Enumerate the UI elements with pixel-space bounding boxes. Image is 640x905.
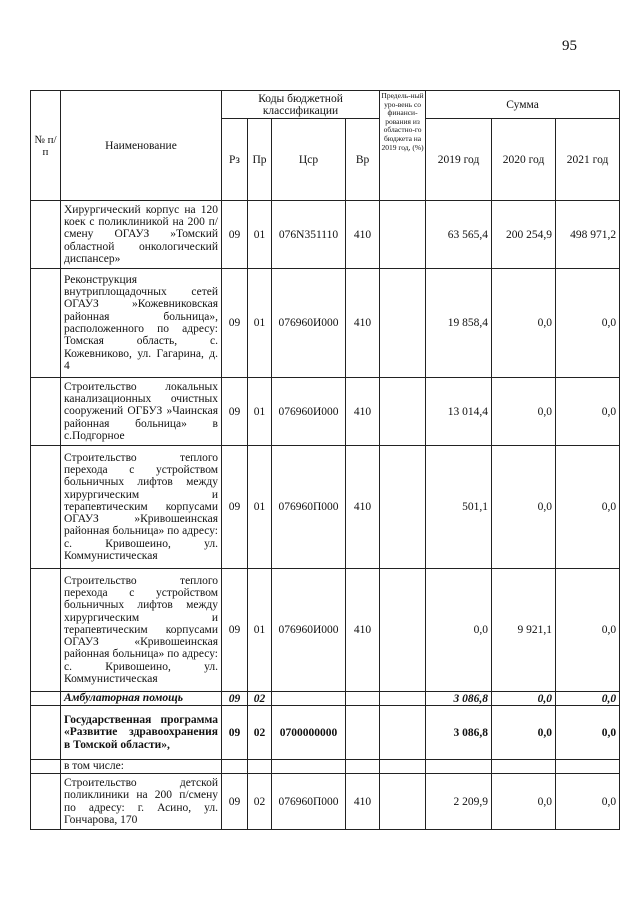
row-2021: 0,0: [556, 774, 620, 830]
row-2019: 63 565,4: [426, 201, 492, 269]
row-pr: 02: [248, 706, 272, 760]
row-2020: [492, 760, 556, 774]
table-row: [31, 760, 620, 774]
row-number: [31, 446, 61, 569]
page-number: 95: [562, 38, 577, 54]
budget-table: [30, 90, 620, 830]
row-number: [31, 774, 61, 830]
row-2020: 0,0: [492, 378, 556, 446]
header-sum: Сумма: [426, 91, 620, 119]
row-limit: [380, 446, 426, 569]
row-vr: 410: [346, 446, 380, 569]
header-2020: 2020 год: [492, 119, 556, 201]
row-2020: 0,0: [492, 774, 556, 830]
row-2021: 0,0: [556, 269, 620, 378]
row-2020: 0,0: [492, 446, 556, 569]
row-2019: 19 858,4: [426, 269, 492, 378]
row-vr: 410: [346, 569, 380, 692]
row-limit: [380, 706, 426, 760]
header-name: Наименование: [61, 91, 222, 201]
header-csr: Цср: [272, 119, 346, 201]
row-limit: [380, 269, 426, 378]
row-2021: 0,0: [556, 378, 620, 446]
row-limit: [380, 760, 426, 774]
header-2019: 2019 год: [426, 119, 492, 201]
row-csr: 076960И000: [272, 569, 346, 692]
row-2020: 200 254,9: [492, 201, 556, 269]
row-2020: 9 921,1: [492, 569, 556, 692]
row-vr: [346, 692, 380, 706]
row-pr: 01: [248, 378, 272, 446]
row-2020: 0,0: [492, 692, 556, 706]
header-limit-percent: Предель-ный уро-вень со финанси-рования из областно-го бюджета на 2019 год, (%): [380, 91, 426, 201]
row-vr: 410: [346, 269, 380, 378]
table-row: [31, 706, 620, 760]
row-name: в том числе:: [61, 760, 222, 774]
row-pr: [248, 760, 272, 774]
table-row: [31, 269, 620, 378]
row-2021: 0,0: [556, 569, 620, 692]
row-limit: [380, 201, 426, 269]
table-row: [31, 569, 620, 692]
row-pr: 02: [248, 692, 272, 706]
row-number: [31, 760, 61, 774]
row-pr: 01: [248, 446, 272, 569]
row-2019: 501,1: [426, 446, 492, 569]
row-pr: 01: [248, 569, 272, 692]
row-csr: 076960П000: [272, 774, 346, 830]
row-rz: 09: [222, 201, 248, 269]
row-limit: [380, 569, 426, 692]
row-csr: 076960П000: [272, 446, 346, 569]
row-name: Строительство локальных канализационных очистных сооружений ОГБУЗ »Чаинская районная больница» в с.Подгорное: [61, 378, 222, 446]
row-limit: [380, 378, 426, 446]
row-vr: 410: [346, 774, 380, 830]
row-rz: 09: [222, 446, 248, 569]
row-name: Строительство теплого перехода с устройством больничных лифтов между хирургическим и терапевтическим корпусами ОГАУЗ «Кривошеинская районная больница» по адресу: с. Кривошеино, ул. Коммунистическая: [61, 569, 222, 692]
row-rz: 09: [222, 692, 248, 706]
row-rz: [222, 760, 248, 774]
row-csr: 076960И000: [272, 269, 346, 378]
header-2021: 2021 год: [556, 119, 620, 201]
row-rz: 09: [222, 378, 248, 446]
row-name: Строительство теплого перехода с устройством больничных лифтов между хирургическим и терапевтическим корпусами ОГАУЗ »Кривошеинская районная больница» по адресу: с. Кривошеино, ул. Коммунистическая: [61, 446, 222, 569]
header-rz: Рз: [222, 119, 248, 201]
row-vr: [346, 760, 380, 774]
row-name: Строительство детской поликлиники на 200 п/смену по адресу: г. Асино, ул. Гончарова, 170: [61, 774, 222, 830]
row-rz: 09: [222, 706, 248, 760]
row-vr: [346, 706, 380, 760]
header-number: № п/п: [31, 91, 61, 201]
row-number: [31, 201, 61, 269]
row-2021: [556, 760, 620, 774]
row-2021: 0,0: [556, 446, 620, 569]
row-rz: 09: [222, 569, 248, 692]
row-2019: 0,0: [426, 569, 492, 692]
row-number: [31, 692, 61, 706]
row-number: [31, 569, 61, 692]
row-csr: [272, 692, 346, 706]
row-pr: 02: [248, 774, 272, 830]
row-2020: 0,0: [492, 706, 556, 760]
row-name: Государственная программа «Развитие здравоохранения в Томской области»,: [61, 706, 222, 760]
row-2020: 0,0: [492, 269, 556, 378]
table-row: [31, 446, 620, 569]
row-rz: 09: [222, 269, 248, 378]
row-2019: 3 086,8: [426, 706, 492, 760]
row-csr: 0700000000: [272, 706, 346, 760]
row-rz: 09: [222, 774, 248, 830]
row-name: Реконструкция внутриплощадочных сетей ОГАУЗ »Кожевниковская районная больница», расположенного по адресу: Томская область, с. Кожевниково, ул. Гагарина, д. 4: [61, 269, 222, 378]
row-vr: 410: [346, 201, 380, 269]
row-2019: 2 209,9: [426, 774, 492, 830]
table-row: [31, 692, 620, 706]
row-pr: 01: [248, 269, 272, 378]
header-pr: Пр: [248, 119, 272, 201]
row-2021: 498 971,2: [556, 201, 620, 269]
row-csr: 076N351110: [272, 201, 346, 269]
header-vr: Вр: [346, 119, 380, 201]
row-2021: 0,0: [556, 692, 620, 706]
row-number: [31, 269, 61, 378]
row-pr: 01: [248, 201, 272, 269]
table-row: [31, 774, 620, 830]
row-number: [31, 706, 61, 760]
table-row: [31, 201, 620, 269]
row-limit: [380, 692, 426, 706]
row-name: Хирургический корпус на 120 коек с поликлиникой на 200 п/смену ОГАУЗ »Томский областной онкологический диспансер»: [61, 201, 222, 269]
row-csr: 076960И000: [272, 378, 346, 446]
header-budget-codes: Коды бюджетной классификации: [222, 91, 380, 119]
row-csr: [272, 760, 346, 774]
row-number: [31, 378, 61, 446]
row-vr: 410: [346, 378, 380, 446]
row-2019: [426, 760, 492, 774]
row-limit: [380, 774, 426, 830]
row-2021: 0,0: [556, 706, 620, 760]
row-name: Амбулаторная помощь: [61, 692, 222, 706]
table-row: [31, 378, 620, 446]
row-2019: 13 014,4: [426, 378, 492, 446]
row-2019: 3 086,8: [426, 692, 492, 706]
